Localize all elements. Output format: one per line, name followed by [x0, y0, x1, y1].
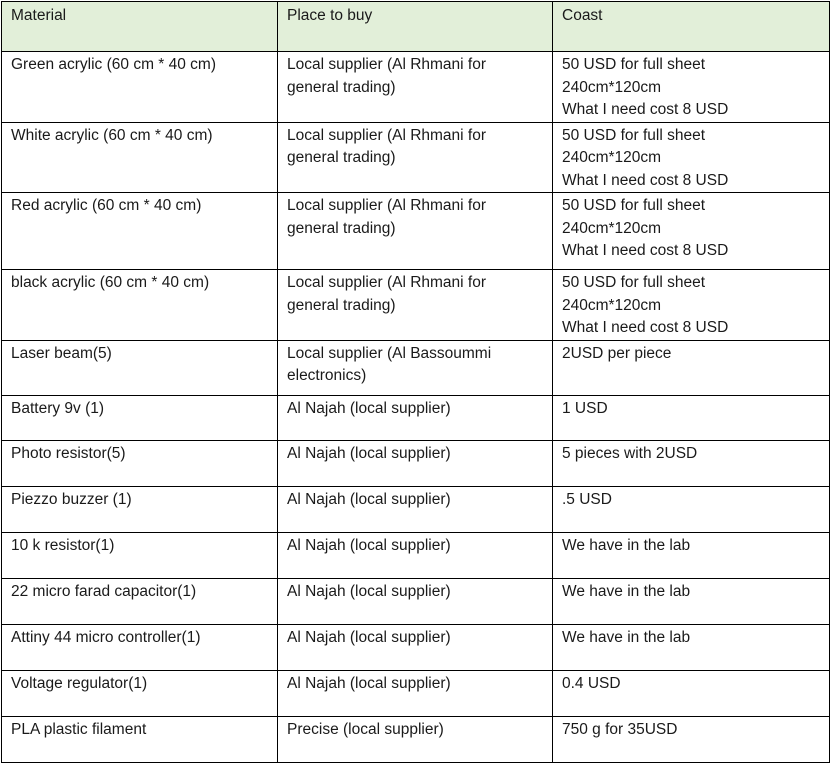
material-text: White acrylic (60 cm * 40 cm) — [11, 126, 213, 144]
coast-text-line: We have in the lab — [562, 582, 691, 600]
table-row — [2, 52, 830, 123]
place-text-line: Local supplier (Al Rhmani for — [287, 197, 487, 214]
cell-material — [2, 716, 278, 762]
material-text: Green acrylic (60 cm * 40 cm) — [11, 56, 216, 73]
cell-coast — [553, 486, 830, 532]
coast-text-line: 240cm*120cm — [562, 149, 662, 166]
cell-coast — [553, 340, 830, 395]
coast-text-line: 240cm*120cm — [562, 78, 662, 96]
cell-place-to-buy — [278, 486, 553, 532]
place-text-line: Local supplier (Al Rhmani for — [287, 274, 487, 291]
cell-coast — [553, 532, 830, 578]
cell-coast — [553, 670, 830, 716]
table-row — [2, 486, 830, 532]
coast-text-line: 50 USD for full sheet — [562, 274, 706, 291]
coast-text-line: 750 g for 35USD — [562, 720, 678, 738]
cell-place-to-buy — [278, 270, 553, 341]
place-text-line: Al Najah (local supplier) — [287, 582, 451, 600]
table-body — [2, 52, 830, 763]
place-text-line: electronics) — [287, 367, 367, 384]
coast-text-line: We have in the lab — [562, 628, 691, 646]
cell-place-to-buy — [278, 532, 553, 578]
coast-text-line: 50 USD for full sheet — [562, 197, 706, 214]
cell-place-to-buy — [278, 395, 553, 440]
coast-text-line: What I need cost 8 USD — [562, 319, 729, 336]
cell-place-to-buy — [278, 340, 553, 395]
cell-material — [2, 395, 278, 440]
cell-place-to-buy — [278, 440, 553, 486]
place-text-line: Al Najah (local supplier) — [287, 536, 451, 554]
coast-text-line: 2USD per piece — [562, 344, 672, 362]
coast-text-line: 5 pieces with 2USD — [562, 444, 698, 462]
coast-text-line: 50 USD for full sheet — [562, 126, 706, 144]
coast-text-line: What I need cost 8 USD — [562, 101, 729, 118]
coast-text-line: 240cm*120cm — [562, 219, 662, 237]
cell-place-to-buy — [278, 122, 553, 193]
material-text: PLA plastic filament — [11, 720, 147, 738]
place-text-line: Al Najah (local supplier) — [287, 674, 451, 692]
cell-place-to-buy — [278, 193, 553, 270]
material-text: Photo resistor(5) — [11, 444, 126, 462]
header-place-to-buy: Place to buy — [278, 2, 553, 52]
cell-place-to-buy — [278, 624, 553, 670]
table-row — [2, 340, 830, 395]
cell-material — [2, 624, 278, 670]
coast-text-line: 0.4 USD — [562, 674, 621, 692]
materials-table — [1, 1, 830, 763]
material-text: Attiny 44 micro controller(1) — [11, 628, 201, 646]
material-text: Red acrylic (60 cm * 40 cm) — [11, 197, 202, 214]
place-text-line: Local supplier (Al Rhmani for — [287, 126, 487, 144]
cell-material — [2, 52, 278, 123]
table-row — [2, 532, 830, 578]
material-text: 10 k resistor(1) — [11, 536, 115, 554]
place-text-line: general trading) — [287, 219, 396, 237]
place-text-line: general trading) — [287, 149, 396, 166]
cell-place-to-buy — [278, 716, 553, 762]
place-text-line: Al Najah (local supplier) — [287, 490, 451, 508]
cell-material — [2, 270, 278, 341]
place-text-line: Al Najah (local supplier) — [287, 628, 451, 646]
place-text-line: general trading) — [287, 296, 396, 314]
material-text: Piezzo buzzer (1) — [11, 490, 132, 508]
cell-material — [2, 486, 278, 532]
table-row — [2, 193, 830, 270]
cell-coast — [553, 578, 830, 624]
cell-coast — [553, 395, 830, 440]
cell-coast — [553, 52, 830, 123]
table-row — [2, 270, 830, 341]
table-row — [2, 716, 830, 762]
coast-text-line: What I need cost 8 USD — [562, 171, 729, 189]
coast-text-line: .5 USD — [562, 490, 612, 508]
table-row — [2, 624, 830, 670]
cell-material — [2, 532, 278, 578]
cell-place-to-buy — [278, 578, 553, 624]
table-row — [2, 395, 830, 440]
coast-text-line: We have in the lab — [562, 536, 691, 554]
header-coast: Coast — [553, 2, 830, 52]
cell-material — [2, 340, 278, 395]
cell-coast — [553, 440, 830, 486]
cell-material — [2, 670, 278, 716]
place-text-line: Local supplier (Al Bassoummi — [287, 344, 492, 362]
coast-text-line: 240cm*120cm — [562, 296, 662, 314]
table-row — [2, 578, 830, 624]
cell-material — [2, 440, 278, 486]
cell-coast — [553, 624, 830, 670]
material-text: black acrylic (60 cm * 40 cm) — [11, 274, 210, 291]
material-text: Voltage regulator(1) — [11, 674, 148, 692]
material-text: Battery 9v (1) — [11, 399, 105, 417]
cell-coast — [553, 193, 830, 270]
coast-text-line: 1 USD — [562, 399, 608, 417]
header-row — [2, 2, 830, 52]
cell-material — [2, 193, 278, 270]
place-text-line: Local supplier (Al Rhmani for — [287, 56, 487, 73]
cell-coast — [553, 122, 830, 193]
place-text-line: Al Najah (local supplier) — [287, 444, 451, 462]
place-text-line: general trading) — [287, 78, 396, 96]
material-text: Laser beam(5) — [11, 344, 112, 362]
place-text-line: Precise (local supplier) — [287, 720, 444, 738]
cell-material — [2, 578, 278, 624]
material-text: 22 micro farad capacitor(1) — [11, 582, 197, 600]
header-material: Material — [2, 2, 278, 52]
cell-coast — [553, 716, 830, 762]
table-row — [2, 440, 830, 486]
place-text-line: Al Najah (local supplier) — [287, 399, 451, 417]
coast-text-line: 50 USD for full sheet — [562, 56, 706, 73]
table-row — [2, 670, 830, 716]
cell-place-to-buy — [278, 670, 553, 716]
cell-coast — [553, 270, 830, 341]
table-row — [2, 122, 830, 193]
coast-text-line: What I need cost 8 USD — [562, 242, 729, 259]
cell-place-to-buy — [278, 52, 553, 123]
cell-material — [2, 122, 278, 193]
